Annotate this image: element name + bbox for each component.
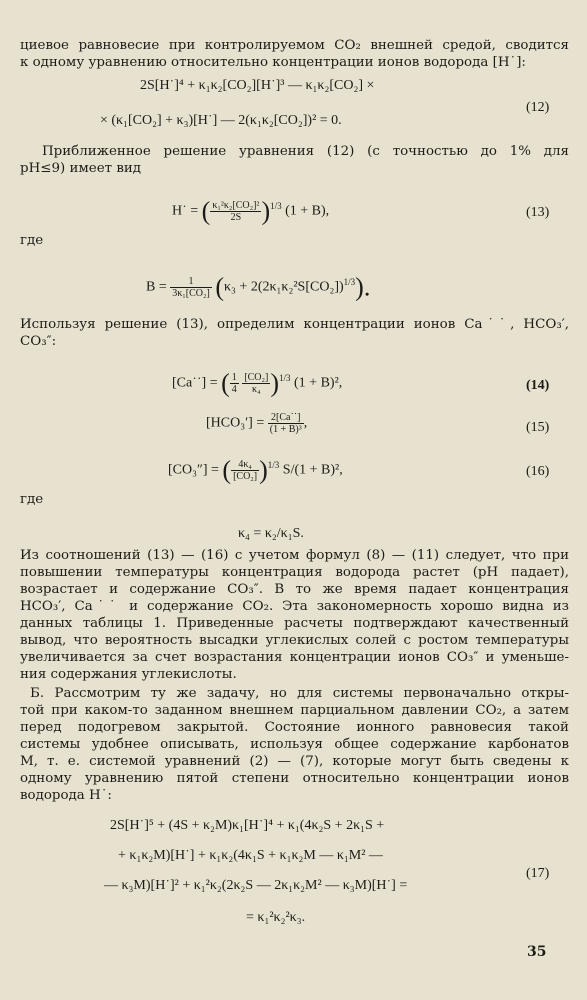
equation-13: H˙ = ( $\frac{\text{κ₁²κ₂[CO₂]²}}{2S}$ )$^{1/3}$ (1 + B),: [172, 196, 330, 226]
text-line: повышении температуры концентрация водорода растет (pH падает),: [20, 565, 569, 580]
text-line: водорода H˙:: [20, 788, 112, 803]
text-line: вывод, что вероятность высадки углекислых солей с ростом температуры: [20, 633, 569, 648]
equation-k4: κ₄ = κ₂/κ₁S.: [238, 526, 304, 541]
equation-number: (13): [526, 205, 550, 220]
text-line: перед подогревом закрытой. Состояние ионного равновесия такой: [20, 720, 569, 735]
fraction-denominator: 4: [231, 383, 237, 395]
text-line: данных таблицы 1. Приведенные расчеты подтверждают качественный: [20, 616, 569, 631]
fraction-denominator: 2S: [230, 211, 242, 223]
page-number: 35: [527, 944, 547, 960]
equation-number: (17): [526, 866, 550, 881]
equation-number: (14): [526, 378, 550, 393]
text-line: Из соотношений (13) — (16) с учетом формул (8) — (11) следует, что при: [20, 548, 569, 563]
equation-12-line1: 2S[H˙]⁴ + κ₁κ₂[CO₂][H˙]³ — κ₁κ₂[CO₂] ×: [140, 78, 375, 93]
equation-17-line2: + κ₁κ₂M)[H˙] + κ₁κ₂(4κ₁S + κ₁κ₂M — κ₁M² —: [118, 848, 383, 863]
fraction-numerator: κ₁²κ₂[CO₂]²: [212, 199, 260, 211]
text-line: где: [20, 492, 44, 507]
equation-17-line4: = κ₁²κ₂²κ₃.: [246, 910, 306, 925]
fraction-numerator: 1: [170, 276, 212, 288]
fraction-numerator: 2[Ca˙˙]: [268, 412, 304, 424]
text-line: HCO₃′, Ca˙˙ и содержание CO₂. Эта закономерность хорошо видна из: [20, 599, 569, 614]
fraction-denominator: κ₄: [252, 383, 261, 395]
eq-rhs: (1 + B)²,: [294, 375, 343, 391]
eq-rhs: S/(1 + B)²,: [282, 462, 343, 478]
equation-15: [HCO₃′] = $\frac{2[Ca˙˙]}{\text{(1 + B)³}}$ ,: [206, 412, 308, 435]
text-line: ния содержания углекислоты.: [20, 667, 237, 682]
text-line: системы удобнее описывать, используя общее содержание карбонатов: [20, 737, 569, 752]
text-line: циевое равновесие при контролируемом CO₂ внешней средой, сводится: [20, 38, 569, 53]
equation-12-line2: × (κ₁[CO₂] + κ₃)[H˙] — 2(κ₁κ₂[CO₂])² = 0.: [100, 113, 342, 128]
text-line: Приближенное решение уравнения (12) (с точностью до 1% для: [42, 144, 569, 159]
eq-lhs: [Ca˙˙] =: [172, 375, 218, 391]
exponent: 1/3: [343, 277, 356, 287]
equation-14: [Ca˙˙] = ( $\frac{1}{4}$ $\frac{\text{[CO₂]}}{\text{κ₄}}$ )$^{1/3}$ (1 + B)²,: [172, 368, 343, 398]
text-line: одному уравнению пятой степени относительно концентрации ионов: [20, 771, 569, 786]
equation-number: (16): [526, 464, 550, 479]
fraction-numerator: [CO₂]: [244, 371, 269, 383]
fraction-numerator: 4κ₄: [231, 459, 259, 471]
equation-B: B = $\frac{1}{\text{3κ₁[CO₂]}}$ $(\kappa_3 + 2(2\kappa_1\kappa_2^2S[CO_2])^{1/3})$.: [146, 272, 371, 302]
eq-rhs: (1 + B),: [285, 203, 330, 219]
eq-lhs: [HCO₃′] =: [206, 415, 265, 431]
text-line: той при каком-то заданном внешнем парциальном давлении CO₂, а затем: [20, 703, 569, 718]
text-line: к одному уравнению относительно концентрации ионов водорода [H˙]:: [20, 55, 526, 70]
exponent: 1/3: [267, 460, 280, 470]
eq-lhs: H˙ =: [172, 203, 199, 219]
text-line: Используя решение (13), определим концентрации ионов Ca˙˙, HCO₃′,: [20, 317, 569, 332]
text-line: увеличивается за счет возрастания концентрации ионов CO₃″ и уменьше-: [20, 650, 569, 665]
fraction-denominator: [CO₂]: [233, 470, 258, 482]
text-line: CO₃″:: [20, 334, 57, 349]
fraction-denominator: 3κ₁[CO₂]: [172, 287, 210, 299]
eq-lhs: B =: [146, 279, 167, 295]
text-line: Б. Рассмотрим ту же задачу, но для системы первоначально откры-: [30, 686, 569, 701]
equation-17-line1: 2S[H˙]⁵ + (4S + κ₂M)κ₁[H˙]⁴ + κ₁(4κ₂S + 2κ₁S +: [110, 818, 385, 833]
exponent: 1/3: [279, 373, 291, 383]
text-line: pH≤9) имеет вид: [20, 161, 142, 176]
text-line: M, т. е. системой уравнений (2) — (7), которые могут быть сведены к: [20, 754, 569, 769]
equation-17-line3: — κ₃M)[H˙]² + κ₁²κ₂(2κ₂S — 2κ₁κ₂M² — κ₃M)[H˙] =: [104, 878, 408, 893]
equation-16: [CO₃″] = ( $\frac{\text{4κ₄}}{\text{[CO₂]}}$ )$^{1/3}$ S/(1 + B)²,: [168, 455, 343, 485]
equation-number: (15): [526, 420, 550, 435]
text-line: где: [20, 233, 44, 248]
eq-rhs: κ₃ + 2(2κ₁κ₂²S[CO₂]): [223, 279, 344, 295]
equation-number: (12): [526, 100, 550, 115]
fraction-denominator: (1 + B)³: [269, 424, 302, 435]
exponent: 1/3: [270, 201, 282, 211]
fraction-numerator: 1: [231, 371, 237, 383]
eq-lhs: [CO₃″] =: [168, 462, 219, 478]
text-line: возрастает и содержание CO₃″. В то же время падает концентрация: [20, 582, 569, 597]
